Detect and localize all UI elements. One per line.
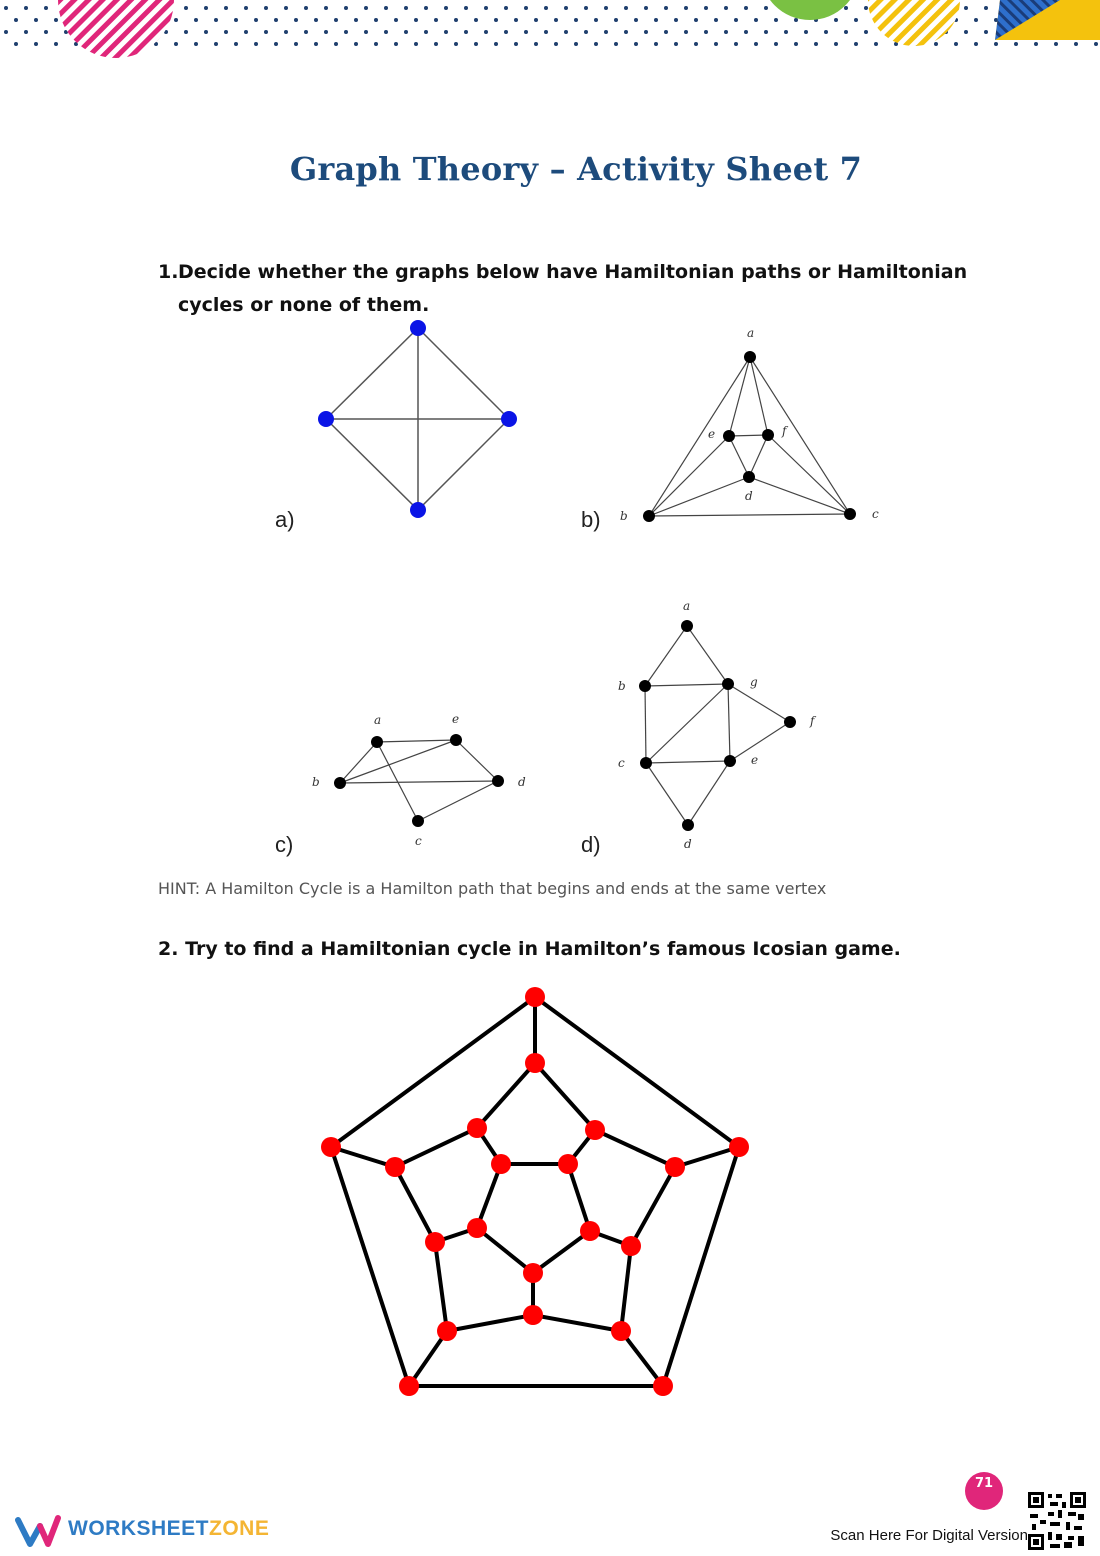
graph-b-label: b) <box>581 507 601 532</box>
graph-c-vertex-d: d <box>518 775 526 789</box>
yellow-stripe-semicircle <box>868 0 960 46</box>
graph-d-vertex-c: c <box>618 756 625 770</box>
question-1 <box>158 256 978 322</box>
worksheetzone-logo-icon <box>14 1512 62 1550</box>
header-decoration <box>0 0 1100 60</box>
graph-c <box>300 705 540 855</box>
graph-d-vertex-b: b <box>618 679 626 693</box>
graph-c-vertex-a: a <box>374 713 382 727</box>
graph-a <box>310 315 525 525</box>
graph-a-label: a) <box>275 507 295 532</box>
question-1-number: 1. <box>158 261 179 283</box>
graph-b-vertex-e: e <box>708 427 716 441</box>
pink-stripe-semicircle <box>58 0 174 58</box>
graph-d-vertex-f: f <box>810 714 815 728</box>
graph-b-vertex-a: a <box>747 326 755 340</box>
brand-part-2: ZONE <box>209 1517 270 1540</box>
graph-d-vertex-e: e <box>751 753 759 767</box>
page-title: Graph Theory – Activity Sheet 7 <box>289 150 863 188</box>
scan-text: Scan Here For Digital Version <box>830 1527 1028 1544</box>
graph-b <box>610 320 890 530</box>
graph-b-vertex-b: b <box>620 509 628 523</box>
graph-d <box>600 595 830 855</box>
graph-c-vertex-c: c <box>415 834 422 848</box>
graph-c-vertex-e: e <box>452 712 460 726</box>
worksheetzone-brand <box>68 1517 269 1541</box>
hint-text: HINT: A Hamilton Cycle is a Hamilton path that begins and ends at the same vertex <box>158 879 827 898</box>
graph-b-vertex-f: f <box>782 424 787 438</box>
question-2 <box>158 938 901 960</box>
qr-code-icon[interactable] <box>1028 1492 1086 1550</box>
graph-c-vertex-b: b <box>312 775 320 789</box>
question-2-number: 2. <box>158 938 179 960</box>
page-number-badge: 71 <box>965 1472 1003 1510</box>
graph-d-label: d) <box>581 832 601 857</box>
graph-d-vertex-d: d <box>684 837 692 851</box>
graph-d-vertex-g: g <box>750 675 758 689</box>
graph-b-vertex-c: c <box>872 507 879 521</box>
green-circle <box>760 0 860 20</box>
graph-d-vertex-a: a <box>683 599 691 613</box>
brand-part-1: WORKSHEET <box>68 1517 209 1540</box>
question-2-text: Try to find a Hamiltonian cycle in Hamilton’s famous Icosian game. <box>185 938 901 960</box>
question-1-text: Decide whether the graphs below have Hamiltonian paths or Hamiltonian cycles or none of them. <box>178 261 968 316</box>
graph-c-label: c) <box>275 832 294 857</box>
graph-b-vertex-d: d <box>745 489 753 503</box>
icosian-graph <box>300 975 770 1405</box>
